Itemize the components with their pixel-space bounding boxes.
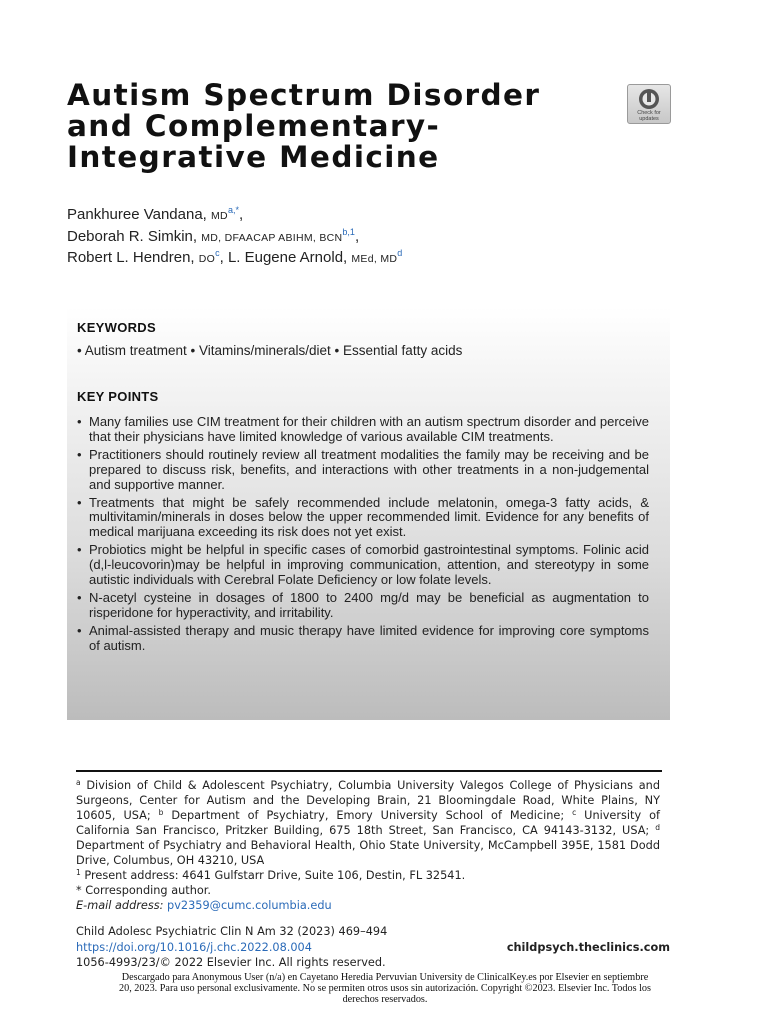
affiliation-mark: d bbox=[655, 823, 660, 832]
affiliation-mark: a bbox=[76, 778, 81, 787]
author-affiliation-mark[interactable]: d bbox=[397, 248, 403, 258]
author-line bbox=[67, 227, 687, 249]
author-name: Deborah R. Simkin, bbox=[67, 227, 198, 245]
key-point-item: • Probiotics might be helpful in specific cases of comorbid gastrointestinal symptoms. Folinic acid (d,l-leucovorin)may be helpful in improving communication, attention, and stereotypy in some autistic individuals with Cerebral Folate Deficiency or low folate levels. bbox=[77, 543, 649, 588]
affiliation-mark: c bbox=[572, 808, 577, 817]
author-separator: , bbox=[238, 206, 244, 223]
corresponding-author: * Corresponding author. bbox=[76, 884, 211, 897]
keywords-list: • Autism treatment • Vitamins/minerals/diet • Essential fatty acids bbox=[77, 343, 463, 358]
affiliation-text: Department of Psychiatry, Emory University School of Medicine; bbox=[163, 809, 573, 822]
article-title bbox=[67, 80, 607, 173]
author-degree: MEd, MD bbox=[351, 253, 398, 265]
title-line: Autism Spectrum Disorder bbox=[67, 78, 541, 112]
affiliation-text: Department of Psychiatry and Behavioral Health, Ohio State University, McCampbell 395E, 1581 Dodd Drive, Columbus, OH 43210, USA bbox=[76, 839, 660, 867]
affiliation-text: University of California San Francisco, Pritzker Building, 675 18th Street, San Francisco, CA 94143-3132, USA; bbox=[76, 809, 660, 837]
key-points-heading: KEY POINTS bbox=[77, 389, 159, 404]
affiliation-text: Division of Child & Adolescent Psychiatry, Columbia University Valegos College of Physicians and Surgeons, Center for Autism and the Developing Brain, 21 Bloomingdale Road, White Plains, NY 10605, USA; bbox=[76, 779, 660, 822]
crossmark-icon bbox=[638, 88, 660, 110]
key-point-item: • Many families use CIM treatment for their children with an autism spectrum disorder and perceive that their physicians have limited knowledge of various available CIM treatments. bbox=[77, 415, 649, 445]
author-affiliation-mark[interactable]: a,* bbox=[227, 205, 239, 215]
author-name: , L. Eugene Arnold, bbox=[219, 249, 348, 266]
author-line bbox=[67, 205, 687, 227]
present-address-mark: 1 bbox=[76, 868, 81, 877]
download-notice: Descargado para Anonymous User (n/a) en Cayetano Heredia Pervuvian University de ClinicalKey.es por Elsevier en septiembre 20, 2023. Para uso personal exclusivamente. No se permiten otros usos sin autorización. Copyright ©2023. Elsevier Inc. Todos los derechos reservados. bbox=[119, 972, 651, 1005]
badge-label: Check for updates bbox=[637, 110, 661, 122]
author-degree: MD bbox=[211, 210, 228, 222]
key-point-item: • Treatments that might be safely recommended include melatonin, omega-3 fatty acids, & multivitamin/minerals in doses below the upper recommended limit. Evidence for any benefits of medical marijuana exceeding its risk does not yet exist. bbox=[77, 496, 649, 541]
author-line bbox=[67, 248, 687, 270]
title-line: Integrative Medicine bbox=[67, 140, 440, 174]
citation-block bbox=[76, 924, 670, 971]
author-affiliation-mark[interactable]: b,1 bbox=[342, 226, 355, 237]
author-affiliation-mark[interactable]: c bbox=[215, 248, 220, 258]
key-point-item: • Practitioners should routinely review all treatment modalities the family may be receiving and be prepared to discuss risk, benefits, and interactions with other treatments in a non-judgemental and supportive manner. bbox=[77, 448, 649, 493]
title-line: and Complementary- bbox=[67, 109, 441, 143]
author-name: Robert L. Hendren, bbox=[67, 249, 195, 266]
email-label: E-mail address: bbox=[76, 899, 164, 912]
key-point-item: • N-acetyl cysteine in dosages of 1800 to 2400 mg/d may be beneficial as augmentation to risperidone for hyperactivity, and irritability. bbox=[77, 591, 649, 621]
keywords-heading: KEYWORDS bbox=[77, 320, 156, 335]
affiliations-footnote bbox=[76, 778, 660, 913]
author-name: Pankhuree Vandana, bbox=[67, 206, 207, 223]
author-degree: MD, DFAACAP ABIHM, BCN bbox=[201, 231, 343, 244]
email-link[interactable]: pv2359@cumc.columbia.edu bbox=[167, 899, 332, 912]
email-line bbox=[76, 898, 660, 913]
footnote-divider bbox=[76, 770, 662, 772]
copyright-line: 1056-4993/23/© 2022 Elsevier Inc. All rights reserved. bbox=[76, 956, 386, 969]
present-address-text: Present address: 4641 Gulfstarr Drive, Suite 106, Destin, FL 32541. bbox=[80, 869, 466, 882]
doi-link[interactable]: https://doi.org/10.1016/j.chc.2022.08.004 bbox=[76, 940, 312, 954]
journal-citation: Child Adolesc Psychiatric Clin N Am 32 (2023) 469–494 bbox=[76, 925, 388, 938]
author-degree: DO bbox=[198, 253, 216, 265]
keywords-keypoints-box bbox=[67, 307, 670, 720]
affiliations-paragraph bbox=[76, 778, 660, 868]
author-list bbox=[67, 205, 687, 270]
key-point-item: • Animal-assisted therapy and music therapy have limited evidence for improving core symptoms of autism. bbox=[77, 624, 649, 654]
author-separator: , bbox=[354, 227, 360, 245]
affiliation-mark: b bbox=[158, 808, 164, 817]
present-address bbox=[76, 868, 660, 883]
journal-site[interactable]: childpsych.theclinics.com bbox=[506, 940, 670, 954]
key-points-list bbox=[77, 415, 649, 657]
check-for-updates-badge[interactable] bbox=[627, 84, 671, 124]
